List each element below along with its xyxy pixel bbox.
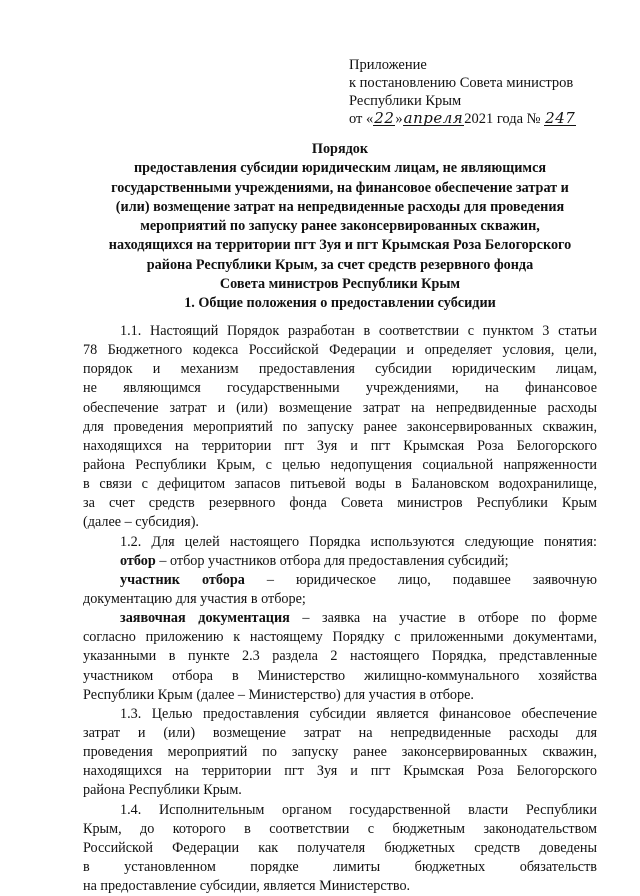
paragraph-line: 1.1. Настоящий Порядок разработан в соответствии с пунктом 3 статьи (120, 323, 597, 339)
paragraph-line: за счет средств резервного фонда Совета министров Республики Крым (83, 495, 597, 512)
paragraph-line: Крым, до которого в соответствии с бюджетным законодательством (83, 820, 597, 837)
date-mid: » (395, 111, 403, 127)
definition-uchastnik (83, 571, 597, 590)
appendix-line: к постановлению Совета министров (349, 75, 574, 91)
handwritten-number: 247 (545, 109, 576, 127)
paragraph-line: участником отбора в Министерство жилищно-коммунального хозяйства (83, 667, 597, 684)
paragraph-line: на предоставление субсидии, является Министерство. (83, 878, 411, 895)
paragraph-line: проведения мероприятий по запуску ранее законсервированных скважин, (83, 744, 597, 761)
paragraph-line: обеспечение затрат и (или) возмещение затрат на непредвиденные расходы (83, 399, 597, 416)
paragraph-line: (далее – субсидия). (83, 514, 199, 531)
title-line: района Республики Крым, за счет средств резервного фонда (146, 256, 534, 273)
definition-text: – отбор участников отбора для предоставления субсидий; (155, 552, 509, 569)
paragraph-line: затрат и (или) возмещение затрат на непредвиденные расходы для (83, 724, 597, 741)
definition-text: – заявка на участие в отборе по форме (289, 610, 597, 627)
title-line: Порядок (311, 141, 369, 157)
appendix-line: Приложение (349, 57, 427, 73)
definition-term: участник отбора (120, 571, 245, 588)
section-heading: 1. Общие положения о предоставлении субсидии (184, 295, 496, 311)
title-line: находящихся на территории пгт Зуя и пгт Крымская Роза Белогорского (108, 237, 572, 254)
paragraph-line: порядок и механизм предоставления субсидии юридическим лицам, (83, 361, 597, 378)
handwritten-day: 22 (374, 109, 395, 127)
appendix-date-line (349, 110, 609, 128)
title-line: предоставления субсидии юридическим лицам, не являющимся (133, 160, 547, 177)
date-prefix: от « (349, 111, 374, 127)
date-year: 2021 года № (464, 111, 541, 127)
paragraph-line: в связи с дефицитом запасов питьевой воды в Балановском водохранилище, (83, 476, 597, 493)
paragraph-line: 1.2. Для целей настоящего Порядка используются следующие понятия: (120, 533, 597, 550)
paragraph-line: Российской Федерации как получателя бюджетных средств доведены (83, 839, 597, 856)
paragraph-line: Республики Крым (далее – Министерство) для участия в отборе. (83, 686, 474, 703)
definition-text: – юридическое лицо, подавшее заявочную (244, 571, 597, 588)
title-line: мероприятий по запуску ранее законсервированных скважин, (140, 218, 540, 235)
handwritten-month: апреля (403, 109, 464, 127)
paragraph-line: находящихся на территории пгт Зуя и пгт Крымская Роза Белогорского (83, 763, 597, 780)
paragraph-line: района Республики Крым, с целью недопущения социальной напряженности (83, 456, 597, 473)
definition-otbor (83, 552, 597, 571)
definition-term: отбор (120, 552, 156, 569)
paragraph-line: документацию для участия в отборе; (83, 590, 306, 607)
title-line: государственными учреждениями, на финансовое обеспечение затрат и (111, 179, 569, 196)
paragraph-line: находящихся на территории пгт Зуя и пгт Крымская Роза Белогорского (83, 437, 597, 454)
paragraph-line: не являющимся государственными учреждениями, на финансовое (83, 380, 597, 397)
paragraph-line: указанными в пункте 2.3 раздела 2 настоящего Порядка, представленные (83, 648, 597, 665)
paragraph-line: района Республики Крым. (83, 782, 242, 799)
appendix-line: Республики Крым (349, 93, 462, 109)
paragraph-line: в установленном порядке лимиты бюджетных обязательств (83, 858, 597, 875)
document-title (84, 140, 596, 294)
document-body (83, 322, 597, 896)
appendix-header (349, 56, 609, 128)
paragraph-line: 1.4. Исполнительным органом государственной власти Республики (120, 801, 597, 818)
paragraph-line: 1.3. Целью предоставления субсидии является финансовое обеспечение (120, 705, 597, 722)
paragraph-line: согласно приложению к настоящему Порядку с приложенными документами, (83, 629, 597, 646)
paragraph-line: 78 Бюджетного кодекса Российской Федерации и определяет условия, цели, (83, 342, 597, 359)
definition-term: заявочная документация (120, 610, 290, 627)
title-line: Совета министров Республики Крым (219, 276, 461, 293)
definition-zayavochnaya (83, 609, 597, 628)
title-line: (или) возмещение затрат на непредвиденные расходы для проведения (115, 198, 565, 215)
paragraph-line: для проведения мероприятий по запуску ранее законсервированных скважин, (83, 418, 597, 435)
